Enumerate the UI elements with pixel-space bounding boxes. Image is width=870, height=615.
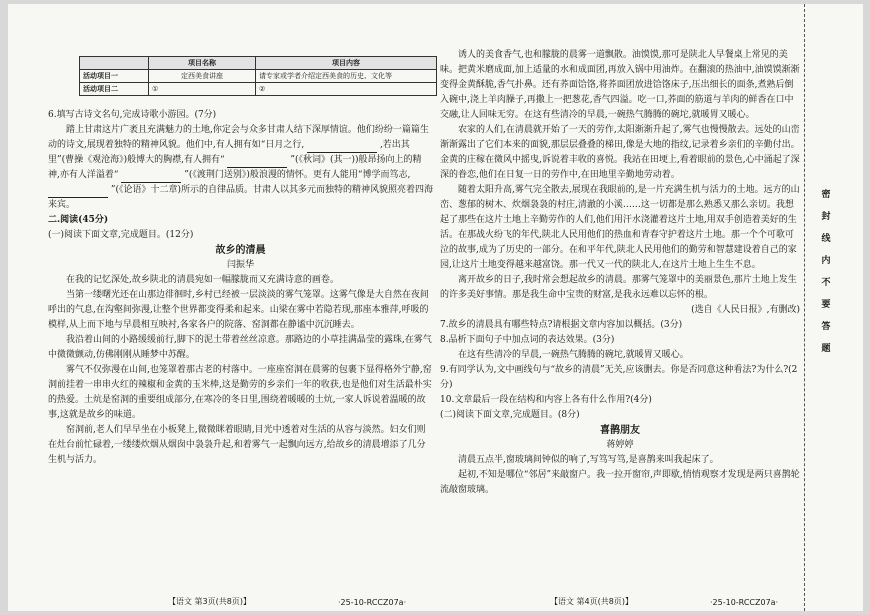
table-header-row — [80, 57, 437, 70]
question-6-block — [48, 108, 433, 468]
table-cell: ② — [256, 83, 437, 96]
exam-sheet — [8, 4, 863, 611]
essay2-author: 蒋婷婷 — [606, 440, 634, 450]
binding-notice — [819, 184, 833, 360]
question-10: 10.文章最后一段在结构和内容上各有什么作用?(4分) — [440, 395, 652, 405]
page-3 — [48, 4, 433, 611]
table-header — [80, 57, 149, 70]
essay-paragraph: 离开故乡的日子,我时常会想起故乡的清晨。那雾气笼罩中的美丽景色,那片土地上发生的许多美好事情。那是我生命中宝贵的财富,是我永远难以忘怀的根。 — [440, 275, 797, 300]
question-6-text — [48, 123, 433, 213]
question-8-sentence: 在这有些清冷的早晨,一碗热气腾腾的碗坨,就暖胃又暖心。 — [458, 350, 689, 360]
essay-paragraph: 在我的记忆深处,故乡陕北的清晨宛如一幅朦胧而又充满诗意的画卷。 — [66, 275, 339, 285]
section-a-heading: (一)阅读下面文章,完成题目。(12分) — [48, 230, 194, 240]
table-row — [80, 70, 437, 83]
page-footer: 【语文 第4页(共8页)】 — [550, 597, 633, 606]
essay-author: 闫振华 — [226, 260, 254, 270]
binding-char: 答 — [821, 322, 831, 332]
q6-part: ”(《秋词》(其一))般昂扬向上的精神,亦有人洋溢着“ — [48, 155, 422, 180]
activity-table — [79, 56, 437, 96]
table-cell: 定西美食讲座 — [149, 70, 256, 83]
binding-char: 封 — [821, 212, 831, 222]
essay-paragraph: 窑洞前,老人们早早坐在小板凳上,微微眯着眼睛,目光中透着对生活的从容与淡然。妇女们则在灶台前忙碌着,一缕缕炊烟从烟囱中袅袅升起,和着雾气一起飘向远方,给故乡的清晨增添了几分生机与活力。 — [48, 425, 426, 465]
binding-margin — [804, 4, 855, 611]
table-header: 项目内容 — [256, 57, 437, 70]
question-6: 6.填写古诗文名句,完成诗歌小游园。(7分) — [48, 110, 217, 120]
essay-paragraph: 诱人的美食香气,也和朦胧的晨雾一道飘散。油馍馍,那可是陕北人早餐桌上常见的美味。把黄米磨成面,加上适量的水和成面团,再放入锅中用油炸。在翻滚的热油中,油馍馍渐渐变得金黄酥脆,香气扑鼻。还有荞面饸饹,将荞面团放进饸饹床子,压出细长的面条,煮熟后倒入碗中,浇上羊肉臊子,再撒上一把葱花,香气四溢。吃一口,荞面的筋道与羊肉的鲜香在口中交融,让人回味无穷。在这有些清冷的早晨,一碗热气腾腾的碗坨,就暖胃又暖心。 — [440, 50, 800, 120]
q6-part: 踏上甘肃这片广袤且充满魅力的土地,你定会与众多甘肃人结下深厚情谊。他们纷纷一篇篇生动的诗文,展现着独特的精神风貌。他们中,有人拥有如“日月之行, — [48, 125, 429, 150]
page-code: ·25-10-RCCZ07a· — [338, 598, 407, 607]
essay2-title: 喜鹊朋友 — [600, 425, 640, 436]
q6-part: ”(《渡荆门送别》)般浪漫的情怀。更有人能用“博学而笃志, — [184, 170, 411, 180]
table-cell: 活动项目一 — [80, 70, 149, 83]
table-header: 项目名称 — [149, 57, 256, 70]
essay-source: (选自《人民日报》,有删改) — [691, 305, 800, 315]
section-reading: 二.阅读(45分) — [48, 215, 109, 225]
question-7: 7.故乡的清晨具有哪些特点?请根据文章内容加以概括。(3分) — [440, 320, 683, 330]
table-cell: 请专家或学者介绍定西美食的历史、文化等 — [256, 70, 437, 83]
essay-paragraph-underlined: 随着太阳升高,雾气完全散去,展现在我眼前的,是一片充满生机与活力的土地。远方的山峦、葱郁的树木、炊烟袅袅的村庄,清澈的小溪……这一切都是那么熟悉又那么亲切。我想起了那些在这片土地上辛勤劳作的人们,他们用汗水浇灌着这片土地,用双手创造着美好的生活。在那战火纷飞的年代,陕北人民用他们的热血和青春守护着这片土地。那一个个可歌可泣的故事,成为了历史的一部分。在和平年代,陕北人民用他们的勤劳和智慧建设着自己的家园,让这片土地变得越来越富饶。那一代又一代的陕北人,在这片土地上生生不息。 — [440, 185, 800, 270]
q6-part: ”(《论语》十二章)所示的自律品质。甘肃人以其多元而独特的精神风貌照亮着四海来宾。 — [48, 185, 434, 210]
question-9: 9.有同学认为,文中画线句与“故乡的清晨”无关,应该删去。你是否同意这种看法?为什么?(2分) — [440, 365, 798, 390]
essay-paragraph: 我沿着山间的小路缓缓前行,脚下的泥土带着丝丝凉意。那路边的小草挂满晶莹的露珠,在雾气中微微颤动,仿佛刚刚从睡梦中苏醒。 — [48, 335, 432, 360]
table-row — [80, 83, 437, 96]
essay-continued — [440, 48, 800, 498]
essay2-paragraph: 清晨五点半,窗玻璃间钟似的响了,写笃写笃,是喜鹊来叫我起床了。 — [458, 455, 719, 465]
essay-paragraph: 当第一缕曙光还在山那边徘徊时,乡村已经被一层淡淡的雾气笼罩。这雾气像是大自然在夜间呼出的气息,在沟壑间弥漫,让整个世界都变得柔和起来。山梁在雾中若隐若现,那座本雅萍,呼吸的模样,从上而下地与早晨相互映衬,各家各户的院落、窑洞都在静谧中沉沉睡去。 — [48, 290, 429, 330]
section-b-heading: (二)阅读下面文章,完成题目。(8分) — [440, 410, 580, 420]
essay-title: 故乡的清晨 — [215, 245, 266, 256]
binding-char: 内 — [821, 256, 831, 266]
binding-char: 题 — [821, 344, 831, 354]
essay2-paragraph: 起初,不知是哪位“邻居”来敲窗户。我一拉开窗帘,声即歇,悄悄观察才发现是两只喜鹊轮流敲窗玻璃。 — [440, 470, 800, 495]
page-code: ·25-10-RCCZ07a· — [710, 598, 779, 607]
binding-char: 密 — [821, 190, 831, 200]
page-4 — [440, 4, 800, 611]
essay-paragraph: 雾气不仅弥漫在山间,也笼罩着那古老的村落中。一座座窑洞在晨雾的包裹下显得格外宁静,窑洞前挂着一串串火红的辣椒和金黄的玉米棒,这是勤劳的乡亲们一年的收获,也是他们对生活最朴实的热爱。土炕是窑洞的重要组成部分,在寒冷的冬日里,围绕着暖暖的土炕,一家人诉说着温暖的故事,这就是故乡的味道。 — [48, 365, 432, 420]
binding-char: 不 — [821, 278, 831, 288]
answer-blank[interactable] — [307, 143, 377, 153]
binding-char: 线 — [821, 234, 831, 244]
question-8: 8.品析下面句子中加点词的表达效果。(3分) — [440, 335, 615, 345]
essay-paragraph: 农家的人们,在清晨就开始了一天的劳作,太阳渐渐升起了,雾气也慢慢散去。远处的山峦渐渐露出了它们本来的面貌,那层层叠叠的梯田,像是大地的指纹,记录着乡亲们的辛勤付出。金黄的庄稼在微风中摇曳,诉说着丰收的喜悦。我站在田埂上,看着眼前的景色,心中涌起了深深的眷恋,他们在日复一日的劳作中,在田地里辛勤地劳动着。 — [440, 125, 800, 180]
page-footer: 【语文 第3页(共8页)】 — [168, 597, 251, 606]
q6-part: ,若出其里”(曹操《观沧海》)般博大的胸襟,有人拥有“ — [48, 140, 410, 165]
table-cell: 活动项目二 — [80, 83, 149, 96]
binding-char: 要 — [821, 300, 831, 310]
answer-blank[interactable] — [121, 173, 181, 183]
table-cell: ① — [149, 83, 256, 96]
answer-blank[interactable] — [48, 188, 108, 198]
answer-blank[interactable] — [227, 158, 287, 168]
